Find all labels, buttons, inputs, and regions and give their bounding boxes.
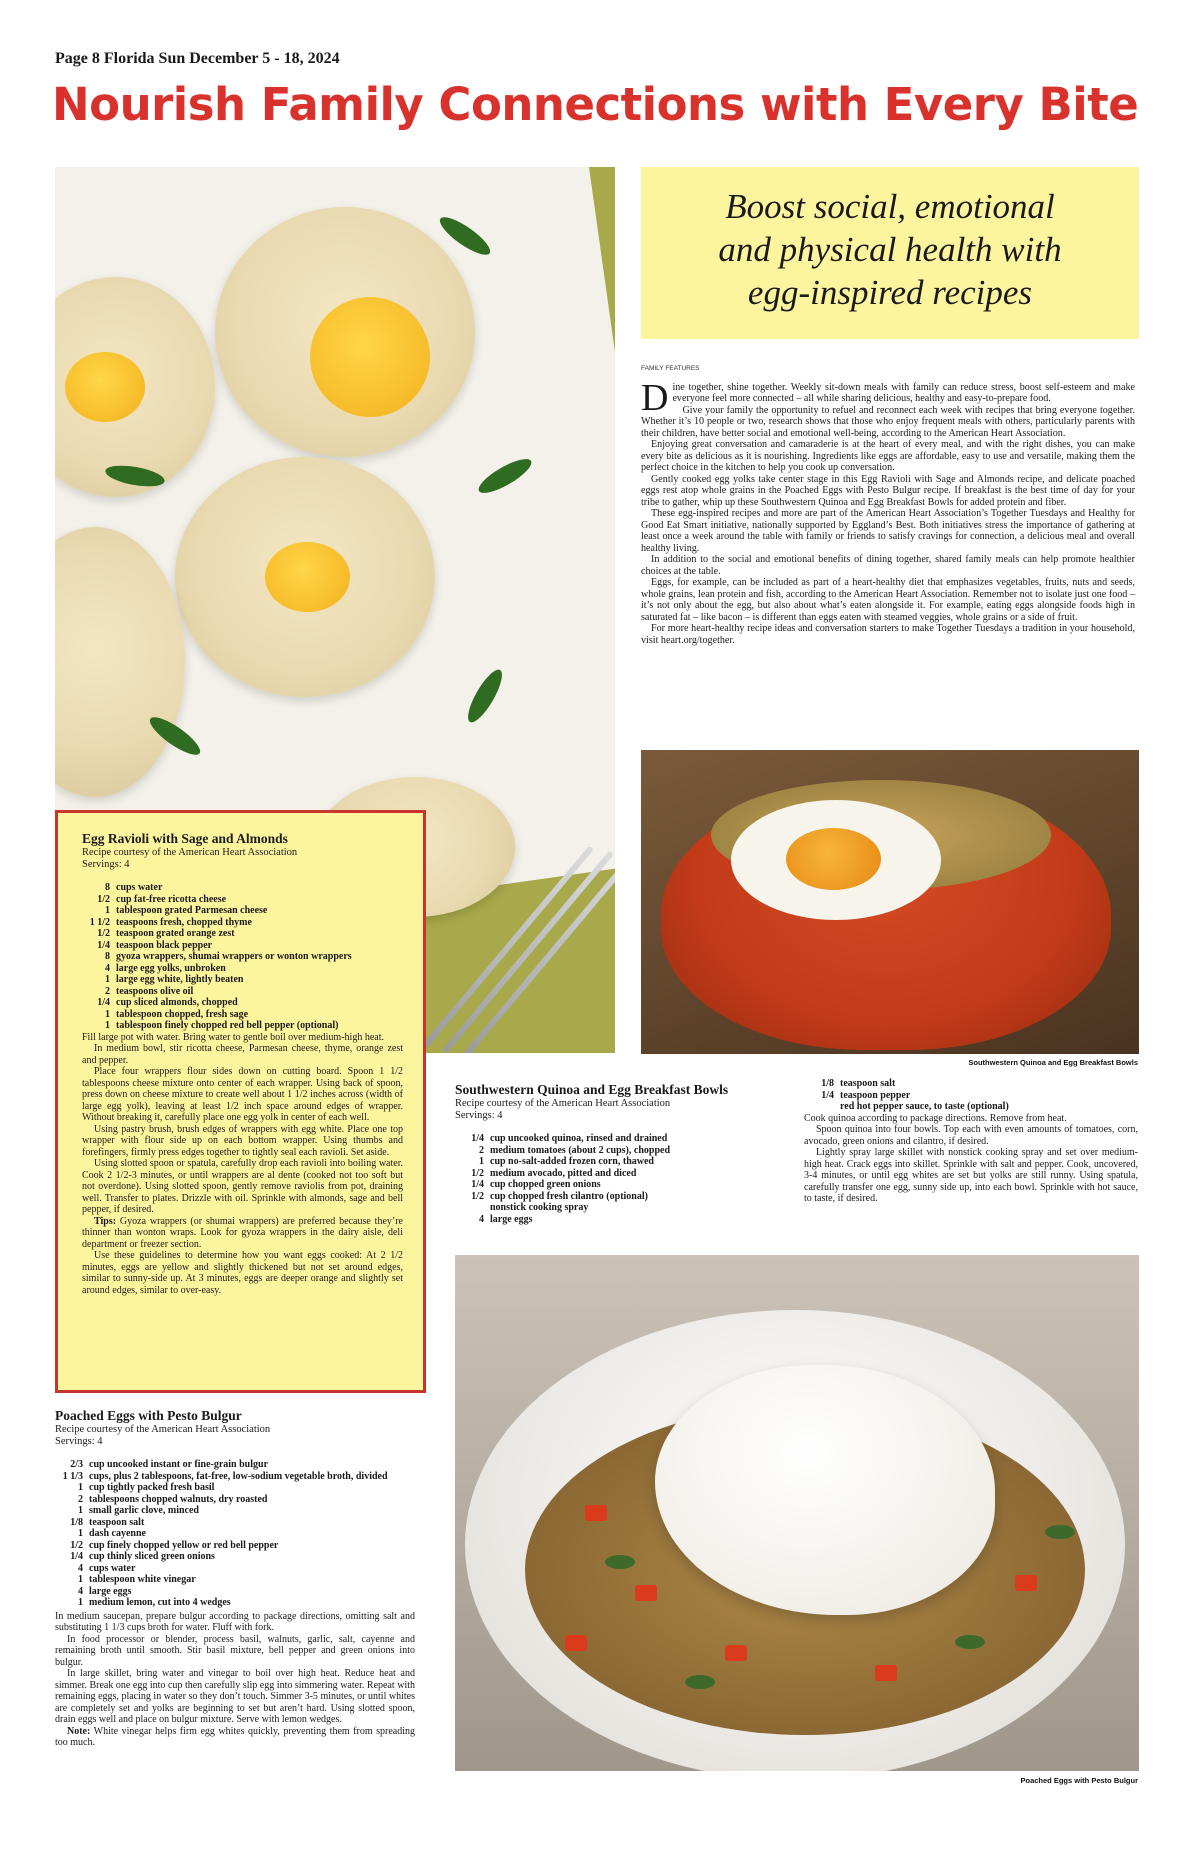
ingredient-row [82,951,403,963]
ingredient-text: cup no-salt-added frozen corn, thawed [490,1156,654,1167]
ingredient-row [55,1563,415,1575]
ingredient-quantity: 1 [105,974,110,985]
quinoa-recipe [455,1082,785,1225]
article-paragraph: Eggs, for example, can be included as part of a heart-healthy diet that emphasizes vegetables, fruits, nuts and seeds, whole grains, lean protein and fish, according to the American Heart Association. Remember not to isolate just one food – it’s not only about the egg, but also about what’s eaten alongside it. For example, eating eggs alongside foods high in saturated fat – like bacon – is different than eggs eaten with steamed veggies, whole grains or a side of fruit. [641,577,1135,623]
ingredient-row [82,997,403,1009]
intro-deck-box [641,167,1139,339]
intro-deck-line: and physical health with [718,230,1062,269]
ingredient-quantity: 1/4 [471,1133,484,1144]
ingredient-quantity: 1/8 [821,1078,834,1089]
ingredient-quantity: 1/4 [471,1179,484,1190]
drop-cap: D [641,376,669,419]
kicker: FAMILY FEATURES [641,365,700,372]
ingredient-text: teaspoons fresh, chopped thyme [116,916,252,928]
ingredient-row [82,986,403,998]
ingredient-quantity: 8 [105,951,110,962]
intro-deck-line: Boost social, emotional [725,187,1055,226]
ingredient-row [55,1528,415,1540]
ingredient-text: large egg white, lightly beaten [116,974,244,985]
recipe-step: In large skillet, bring water and vinegar to boil over high heat. Reduce heat and simmer. Break one egg into cup then carefully slip egg into simmering water. Repeat with remaining eggs, placing in water so they don’t touch. Simmer 3-5 minutes, or until whites are completely set and yolks are beginning to set but aren’t hard. Using slotted spoon, drain eggs well and place on bulgur mixture. Serve with lemon wedges. [55,1668,415,1725]
ingredient-list [55,1459,415,1609]
ingredient-row [455,1214,785,1226]
ingredient-quantity [455,1202,490,1214]
ingredient-row [455,1133,785,1145]
ingredient-row [455,1168,785,1180]
recipe-step: In food processor or blender, process basil, walnuts, garlic, salt, cayenne and remaining broth until smooth. Stir basil mixture, bell pepper and green onions into bulgur. [55,1633,415,1668]
ingredient-quantity: 1 1/3 [62,1470,83,1482]
ingredient-text: cup uncooked quinoa, rinsed and drained [490,1133,668,1144]
ingredient-quantity: 1 [78,1482,83,1493]
recipe-step: Spoon quinoa into four bowls. Top each with even amounts of tomatoes, corn, avocado, green onions and cilantro, if desired. [804,1124,1138,1147]
ingredient-text: medium lemon, cut into 4 wedges [89,1597,231,1608]
ingredient-row [55,1597,415,1609]
ingredient-row [82,1020,403,1032]
tips-label: Tips: [94,1215,117,1227]
ingredient-quantity: 1 [78,1574,83,1585]
recipe-step: In medium bowl, stir ricotta cheese, Parmesan cheese, thyme, orange zest and pepper. [82,1043,403,1066]
ingredient-row [82,882,403,894]
ingredient-text: cup finely chopped yellow or red bell pepper [89,1539,279,1551]
ingredient-list [804,1078,1138,1113]
ingredient-quantity: 4 [78,1562,83,1574]
ingredient-quantity: 4 [479,1213,484,1225]
ingredient-list [455,1133,785,1225]
article-paragraph: ine together, shine together. Weekly sit-down meals with family can reduce stress, boost self-esteem and make everyone feel more connected – all while sharing delicious, healthy and easy-to-prepare food. [672,381,1135,404]
ingredient-quantity: 1 [105,1020,110,1031]
ingredient-row [804,1090,1138,1102]
ingredient-text: tablespoon finely chopped red bell pepper (optional) [116,1020,339,1031]
recipe-credit: Recipe courtesy of the American Heart Association [82,847,298,858]
ingredient-row [55,1551,415,1563]
ingredient-quantity [804,1101,840,1113]
ingredient-row [55,1586,415,1598]
bulgur-photo-caption: Poached Eggs with Pesto Bulgur [1020,1776,1138,1785]
article-paragraph: Gently cooked egg yolks take center stage in this Egg Ravioli with Sage and Almonds recipe, and delicate poached eggs rest atop whole grains in the Poached Eggs with Pesto Bulgur recipe. If breakfast is the best time of day for your tribe to gather, whip up these Southwestern Quinoa and Egg Breakfast Bowls for added protein and fiber. [641,473,1135,508]
ingredient-quantity: 1/2 [70,1539,83,1551]
ingredient-text: cup uncooked instant or fine-grain bulgur [89,1459,269,1470]
ingredient-text: teaspoon black pepper [116,939,213,951]
ingredient-quantity: 1/2 [471,1167,484,1179]
ingredient-text: dash cayenne [89,1528,146,1539]
ingredient-text: large egg yolks, unbroken [116,962,226,974]
ingredient-text: cup fat-free ricotta cheese [116,893,227,905]
ingredient-quantity: 1/2 [471,1190,484,1202]
ingredient-quantity: 1 [105,905,110,916]
ingredient-row [82,894,403,906]
article-paragraph: For more heart-healthy recipe ideas and conversation starters to make Together Tuesdays a tradition in your household, visit heart.org/together. [641,623,1135,646]
ingredient-row [804,1101,1138,1113]
quinoa-recipe-continued [804,1078,1138,1205]
recipe-step: Fill large pot with water. Bring water to gentle boil over medium-high heat. [82,1031,384,1043]
ingredient-row [55,1505,415,1517]
ingredient-text: cup sliced almonds, chopped [116,997,238,1008]
ingredient-text: tablespoons chopped walnuts, dry roasted [89,1493,268,1505]
page-headline: Nourish Family Connections with Every Bite [52,78,1139,131]
ingredient-row [55,1471,415,1483]
ingredient-quantity: 2 [78,1493,83,1505]
ingredient-row [55,1574,415,1586]
ingredient-row [55,1459,415,1471]
note-label: Note: [67,1725,91,1737]
ingredient-text: small garlic clove, minced [89,1505,199,1516]
tips-text: Gyoza wrappers (or shumai wrappers) are preferred because they’re thinner than wonton wraps. Look for gyoza wrappers in the dairy aisle, deli department or freezer section. [82,1215,403,1250]
ingredient-row [455,1191,785,1203]
ingredient-text: medium avocado, pitted and diced [490,1167,637,1179]
ingredient-quantity: 1/2 [97,893,110,905]
article-body [641,363,1135,646]
ingredient-text: gyoza wrappers, shumai wrappers or wonton wrappers [116,951,352,962]
recipe-step: Using slotted spoon or spatula, carefully drop each ravioli into boiling water. Cook 2 1/2-3 minutes, or until wrappers are al dente (cooked not too soft but not overdone). Using slotted spoon, gently remove raviolis from pot, draining well. Transfer to plates. Drizzle with oil. Sprinkle with almonds, sage and bell pepper, if desired. [82,1158,403,1215]
article-paragraph: Enjoying great conversation and camaraderie is at the heart of every meal, and with the right dishes, you can make every bite as delicious as it is nourishing. Ingredients like eggs are affordable, easy to use and versatile, making them the perfect choice in the kitchen to help you cook up conversation. [641,439,1135,473]
ingredient-text: cup tightly packed fresh basil [89,1482,215,1493]
quinoa-photo-caption: Southwestern Quinoa and Egg Breakfast Bowls [968,1058,1138,1067]
article-paragraph: These egg-inspired recipes and more are part of the American Heart Association’s Together Tuesdays and Healthy for Good Eat Smart initiative, nationally supported by Eggland’s Best. Both initiatives stress the importance of gathering at least once a week around the table with family or friends to satisfy cravings for connection, a delicious meal and overall healthy living. [641,508,1135,554]
ingredient-text: cups water [89,1562,136,1574]
recipe-step: Cook quinoa according to package directions. Remove from heat. [804,1112,1067,1124]
ingredient-row [455,1145,785,1157]
recipe-servings: Servings: 4 [55,1435,103,1447]
ingredient-row [55,1482,415,1494]
ingredient-text: teaspoon pepper [840,1089,911,1101]
ingredient-list [82,882,403,1032]
ingredient-quantity: 1 [479,1156,484,1167]
recipe-tips [82,1216,403,1251]
ingredient-quantity: 1 [105,1008,110,1020]
ingredient-text: cup thinly sliced green onions [89,1551,215,1562]
quinoa-bowl-photo [641,750,1139,1054]
recipe-credit: Recipe courtesy of the American Heart Association [455,1098,671,1109]
ingredient-text: tablespoon white vinegar [89,1574,196,1585]
ingredient-quantity: 8 [105,882,110,893]
ingredient-row [82,940,403,952]
recipe-title: Southwestern Quinoa and Egg Breakfast Bowls [455,1082,729,1097]
ingredient-row [455,1202,785,1214]
article-paragraph: In addition to the social and emotional benefits of dining together, shared family meals can help promote healthier choices at the table. [641,554,1135,577]
ingredient-text: red hot pepper sauce, to taste (optional) [840,1101,1009,1112]
recipe-note [55,1726,415,1749]
note-text: White vinegar helps firm egg whites quickly, preventing them from spreading too much. [55,1725,415,1748]
ingredient-row [82,917,403,929]
recipe-credit: Recipe courtesy of the American Heart Association [55,1424,271,1435]
ingredient-text: cup chopped green onions [490,1179,601,1190]
recipe-step: In medium saucepan, prepare bulgur according to package directions, omitting salt and substituting 1 1/3 cups broth for water. Fluff with fork. [55,1610,415,1633]
ingredient-quantity: 1 [78,1597,83,1608]
ingredient-text: large eggs [490,1213,533,1225]
ingredient-text: nonstick cooking spray [490,1202,589,1213]
ingredient-quantity: 1/2 [97,928,110,939]
ingredient-row [55,1517,415,1529]
ingredient-quantity: 1 [78,1505,83,1516]
ingredient-row [82,905,403,917]
ingredient-text: medium tomatoes (about 2 cups), chopped [490,1144,671,1156]
ingredient-row [82,928,403,940]
ingredient-quantity: 1/4 [70,1551,83,1562]
ingredient-quantity: 1/4 [97,939,110,951]
ingredient-row [82,1009,403,1021]
ingredient-quantity: 4 [78,1585,83,1597]
ingredient-quantity: 1/4 [821,1089,834,1101]
ingredient-text: cups water [116,882,163,893]
ingredient-text: tablespoon chopped, fresh sage [116,1008,249,1020]
recipe-step: Lightly spray large skillet with nonstick cooking spray and set over medium-high heat. Crack eggs into skillet. Sprinkle with salt and pepper. Cook, uncovered, 3-4 minutes, or until egg whites are set but yolks are still runny. Using spatula, carefully transfer one egg, sunny side up, into each bowl. Sprinkle with hot sauce, to taste, if desired. [804,1147,1138,1204]
recipe-servings: Servings: 4 [455,1109,503,1121]
ingredient-row [82,963,403,975]
recipe-title: Egg Ravioli with Sage and Almonds [82,831,288,846]
ingredient-row [455,1156,785,1168]
intro-deck-line: egg-inspired recipes [747,273,1033,312]
ingredient-text: cup chopped fresh cilantro (optional) [490,1190,648,1202]
recipe-title: Poached Eggs with Pesto Bulgur [55,1408,242,1423]
ingredient-quantity: 1/8 [70,1516,83,1528]
ingredient-text: teaspoon salt [840,1078,896,1089]
ingredient-text: large eggs [89,1585,132,1597]
poached-egg-bulgur-photo [455,1255,1139,1771]
folio: Page 8 Florida Sun December 5 - 18, 2024 [55,50,340,67]
ravioli-recipe-box [55,810,426,1393]
bulgur-recipe [55,1408,415,1749]
ingredient-quantity: 2 [479,1144,484,1156]
ingredient-row [455,1179,785,1191]
article-paragraph: Give your family the opportunity to refuel and reconnect each week with recipes that bring everyone together. Whether it’s 10 people or two, research shows that those who enjoy frequent meals with others, particularly parents with their children, have better social and emotional well-being, according to the American Heart Association. [641,404,1135,439]
ingredient-text: teaspoon grated orange zest [116,928,235,939]
recipe-servings: Servings: 4 [82,858,130,870]
recipe-step: Place four wrappers flour sides down on cutting board. Spoon 1 1/2 tablespoons cheese mixture onto center of each wrapper. Using back of spoon, press down on cheese mixture to create well about 1 1/2 inches across (width of large egg yolk), leaving at least 1/2 inch space around edges of wrapper. Without breaking it, carefully place one egg yolk in center of each well. [82,1066,403,1123]
ingredient-quantity: 2 [105,985,110,997]
ingredient-quantity: 1 1/2 [89,916,110,928]
ingredient-quantity: 1/4 [97,997,110,1008]
ingredient-quantity: 4 [105,962,110,974]
recipe-step: Use these guidelines to determine how you want eggs cooked: At 2 1/2 minutes, eggs are yellow and slightly thickened but not set around edges, similar to sunny-side up. At 3 minutes, eggs are deeper orange and slightly set around edges, similar to over-easy. [82,1250,403,1296]
ingredient-row [55,1540,415,1552]
ingredient-text: teaspoons olive oil [116,985,194,997]
ingredient-quantity: 2/3 [70,1459,83,1470]
ingredient-text: tablespoon grated Parmesan cheese [116,905,268,916]
ingredient-text: teaspoon salt [89,1516,145,1528]
ingredient-row [55,1494,415,1506]
recipe-step: Using pastry brush, brush edges of wrappers with egg white. Place one top wrapper with flour side up on each bottom wrapper. Using thumbs and forefingers, firmly press edges together to tightly seal each ravioli. Set aside. [82,1123,403,1158]
ingredient-text: cups, plus 2 tablespoons, fat-free, low-sodium vegetable broth, divided [89,1470,388,1482]
ingredient-quantity: 1 [78,1528,83,1539]
ingredient-row [804,1078,1138,1090]
ingredient-row [82,974,403,986]
